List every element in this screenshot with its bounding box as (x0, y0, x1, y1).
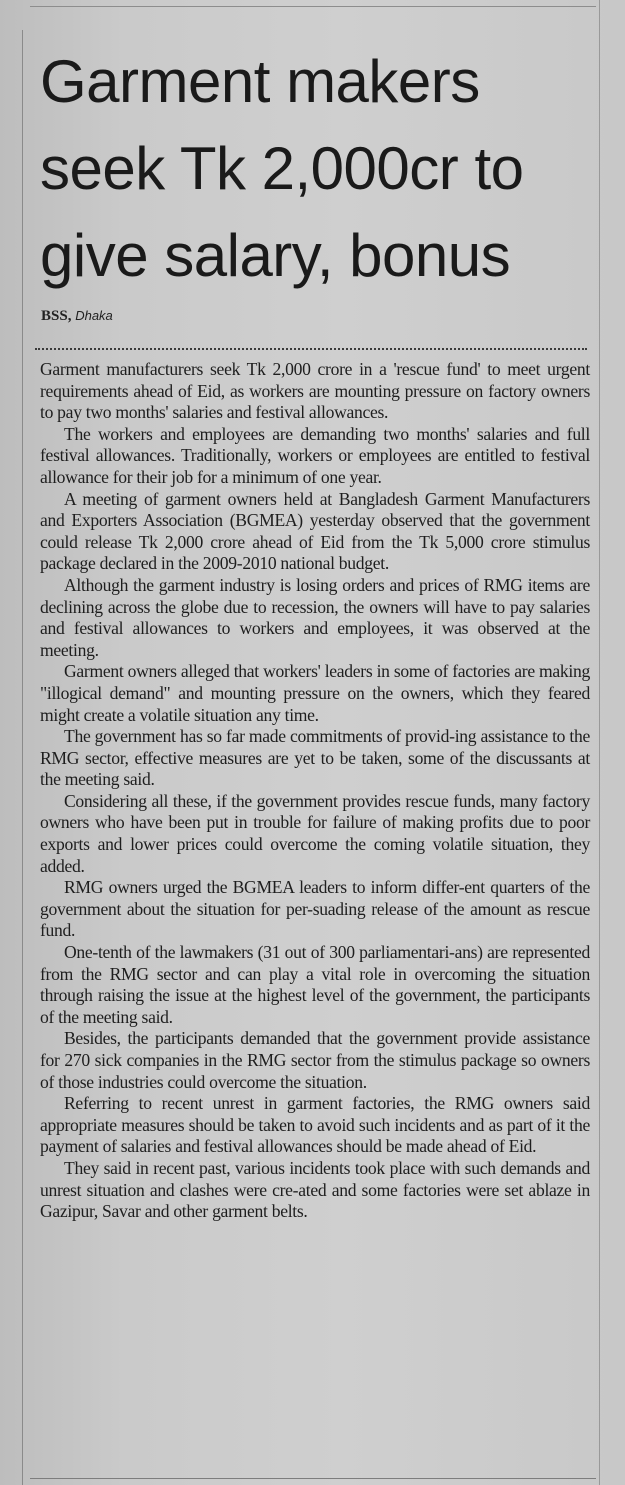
byline (41, 308, 113, 325)
article-paragraph: RMG owners urged the BGMEA leaders to inform differ-ent quarters of the government about the situation for per-suading release of the amount as rescue fund. (40, 877, 590, 941)
column-left-rule (22, 30, 23, 1485)
article-paragraph: One-tenth of the lawmakers (31 out of 300 parliamentari-ans) are represented from the RMG sector and can play a vital role in overcoming the situation through raising the issue at the highest level of the government, the participants of the meeting said. (40, 942, 590, 1027)
article-paragraph: Besides, the participants demanded that the government provide assistance for 270 sick companies in the RMG sector from the stimulus package so owners of those industries could overcome the situation. (40, 1028, 590, 1092)
article-paragraph: Referring to recent unrest in garment factories, the RMG owners said appropriate measures should be taken to avoid such incidents and as part of it the payment of salaries and festival allowances should be made ahead of Eid. (40, 1093, 590, 1157)
article-paragraph: The workers and employees are demanding two months' salaries and full festival allowances. Traditionally, workers or employees are entitled to festival allowance for their job for a minimum of one year. (40, 423, 590, 487)
article-paragraph: Considering all these, if the government provides rescue funds, many factory owners who have been put in trouble for failure of making profits due to poor exports and lower prices could overcome the coming volatile situation, they added. (40, 790, 590, 876)
dotted-divider (35, 348, 587, 350)
article-paragraph: Garment manufacturers seek Tk 2,000 crore in a 'rescue fund' to meet urgent requirements ahead of Eid, as workers are mounting pressure on factory owners to pay two months' salaries and festival allowances. (40, 359, 590, 423)
article-body (40, 359, 590, 1223)
top-rule (30, 6, 596, 7)
headline (40, 38, 600, 299)
headline-line: give salary, bonus (40, 222, 511, 289)
article-paragraph: The government has so far made commitments of provid-ing assistance to the RMG sector, effective measures are yet to be taken, some of the discussants at the meeting said. (40, 726, 590, 790)
article-paragraph: They said in recent past, various incidents took place with such demands and unrest situation and clashes were cre-ated and some factories were set ablaze in Gazipur, Savar and other garment belts. (40, 1157, 590, 1222)
article-paragraph: Although the garment industry is losing orders and prices of RMG items are declining across the globe due to recession, the owners will have to pay salaries and festival allowances to workers and employees, it was observed at the meeting. (40, 574, 590, 660)
headline-line: seek Tk 2,000cr to (40, 135, 524, 202)
article-paragraph: Garment owners alleged that workers' leaders in some of factories are making "illogical demand" and mounting pressure on the owners, which they feared might create a volatile situation any time. (40, 661, 590, 725)
headline-line: Garment makers (40, 48, 480, 115)
byline-place: Dhaka (75, 308, 113, 323)
article-paragraph: A meeting of garment owners held at Bangladesh Garment Manufacturers and Exporters Association (BGMEA) yesterday observed that the government could release Tk 2,000 crore ahead of Eid from the Tk 5,000 crore stimulus package declared in the 2009-2010 national budget. (40, 488, 590, 574)
byline-agency: BSS, (41, 308, 72, 324)
bottom-rule (30, 1478, 596, 1479)
